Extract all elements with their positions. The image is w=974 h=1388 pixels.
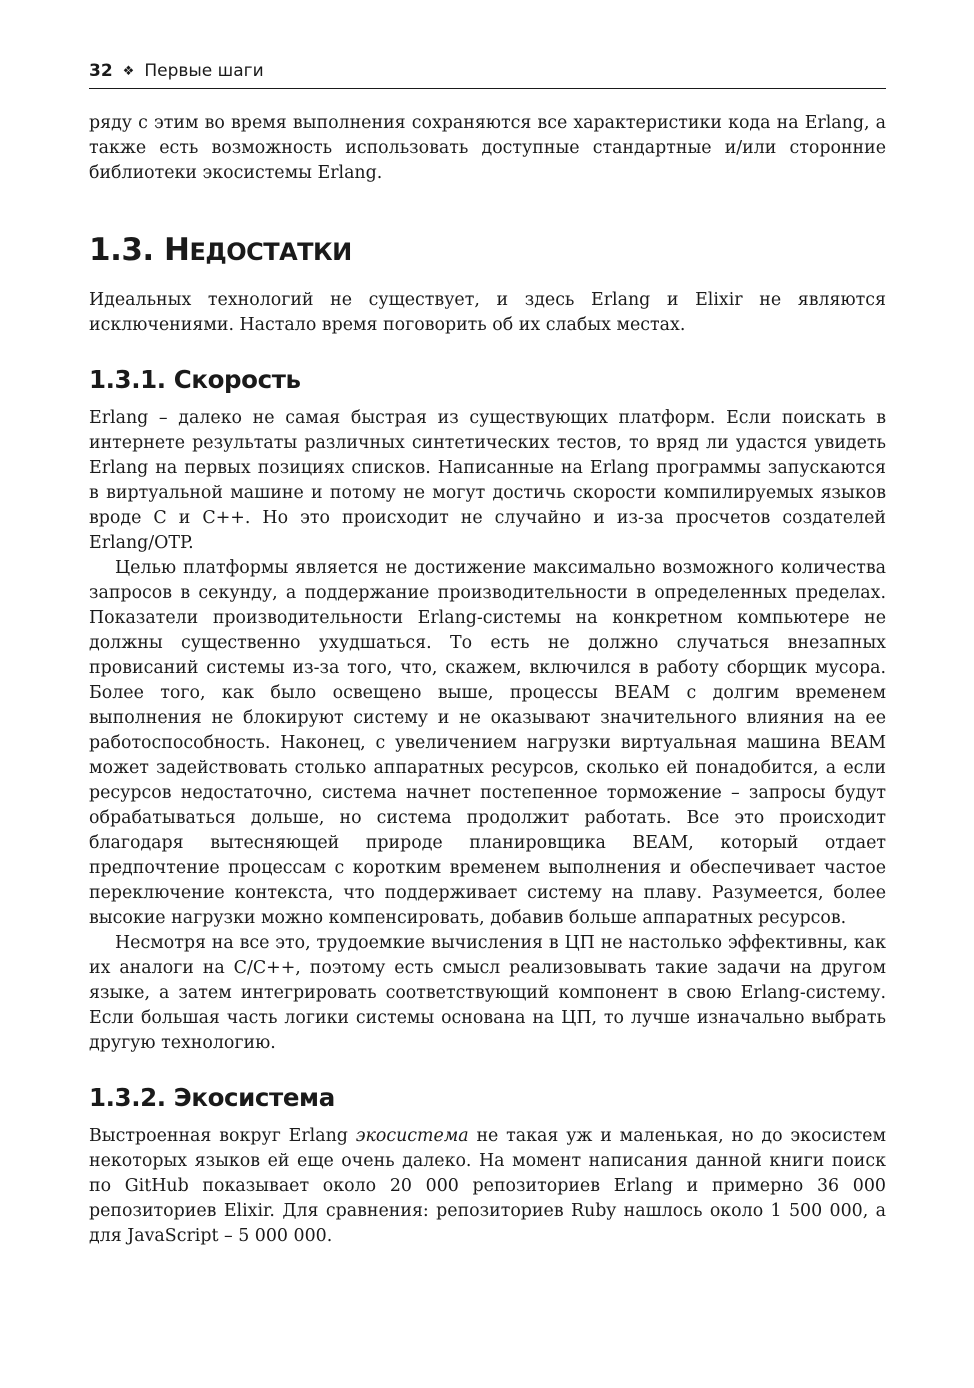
chapter-title: Первые шаги xyxy=(144,61,264,81)
section-title-rest: ЕДОСТАТКИ xyxy=(189,238,352,266)
section-title-initial: Н xyxy=(164,232,190,268)
book-page xyxy=(89,60,886,1249)
ecosystem-text-start: Выстроенная вокруг Erlang xyxy=(89,1126,356,1146)
page-number: 32 xyxy=(89,61,113,81)
speed-paragraph-3: Несмотря на все это, трудоемкие вычисления в ЦП не настолько эффективны, как их аналоги на C/C++, поэтому есть смысл реализовывать такие задачи на другом языке, а затем интегрировать соответствующий компонент в свою Erlang-систему. Если большая часть логики системы основана на ЦП, то лучше изначально выбрать другую технологию. xyxy=(89,933,886,1053)
section-heading xyxy=(89,230,886,272)
intro-paragraph: ряду с этим во время выполнения сохраняются все характеристики кода на Erlang, а также есть возможность использовать доступные стандартные и/или сторонние библиотеки экосистемы Erlang. xyxy=(89,113,886,183)
section-paragraph: Идеальных технологий не существует, и здесь Erlang и Elixir не являются исключениями. Настало время поговорить об их слабых местах. xyxy=(89,290,886,335)
subsection-heading-speed: 1.3.1. Скорость xyxy=(89,365,301,394)
section-number: 1.3. xyxy=(89,232,154,268)
ornament-icon: ❖ xyxy=(122,64,135,79)
subsection-heading-ecosystem: 1.3.2. Экосистема xyxy=(89,1083,335,1112)
running-header xyxy=(89,60,886,89)
ecosystem-paragraph xyxy=(89,1124,886,1249)
speed-paragraph-2: Целью платформы является не достижение максимально возможного количества запросов в секунду, а поддержание производительности в определенных пределах. Показатели производительности Erlang-системы на конкретном компьютере не должны существенно ухудшаться. То есть не должно случаться внезапных провисаний системы из-за того, что, скажем, включился в работу сборщик мусора. Более того, как было освещено выше, процессы BEAM с долгим временем выполнения не блокируют систему и не оказывают значительного влияния на ее работоспособность. Наконец, с увеличением нагрузки виртуальная машина BEAM может задействовать столько аппаратных ресурсов, сколько ей понадобится, а если ресурсов недостаточно, система начнет постепенное торможение – запросы будут обрабатываться дольше, но система продолжит работать. Все это происходит благодаря вытесняющей природе планировщика BEAM, который отдает предпочтение процессам с коротким временем выполнения и обеспечивает частое переключение контекста, что поддерживает систему на плаву. Разумеется, более высокие нагрузки можно компенсировать, добавив больше аппаратных ресурсов. xyxy=(89,558,886,928)
ecosystem-emphasis: экосистема xyxy=(355,1126,469,1146)
ecosystem-text-end: не такая уж и маленькая, но до экосистем некоторых языков ей еще очень далеко. На момент написания данной книги поиск по GitHub показывает около 20 000 репозиториев Erlang и примерно 36 000 репозиториев Elixir. Для сравнения: репозиториев Ruby нашлось около 1 500 000, а для JavaScript – 5 000 000. xyxy=(89,1126,887,1246)
speed-paragraph-1: Erlang – далеко не самая быстрая из существующих платформ. Если поискать в интернете результаты различных синтетических тестов, то вряд ли удастся увидеть Erlang на первых позициях списков. Написанные на Erlang программы запускаются в виртуальной машине и потому не могут достичь скорости компилируемых языков вроде C и C++. Но это происходит не случайно и из-за просчетов создателей Erlang/OTP. xyxy=(89,408,886,553)
